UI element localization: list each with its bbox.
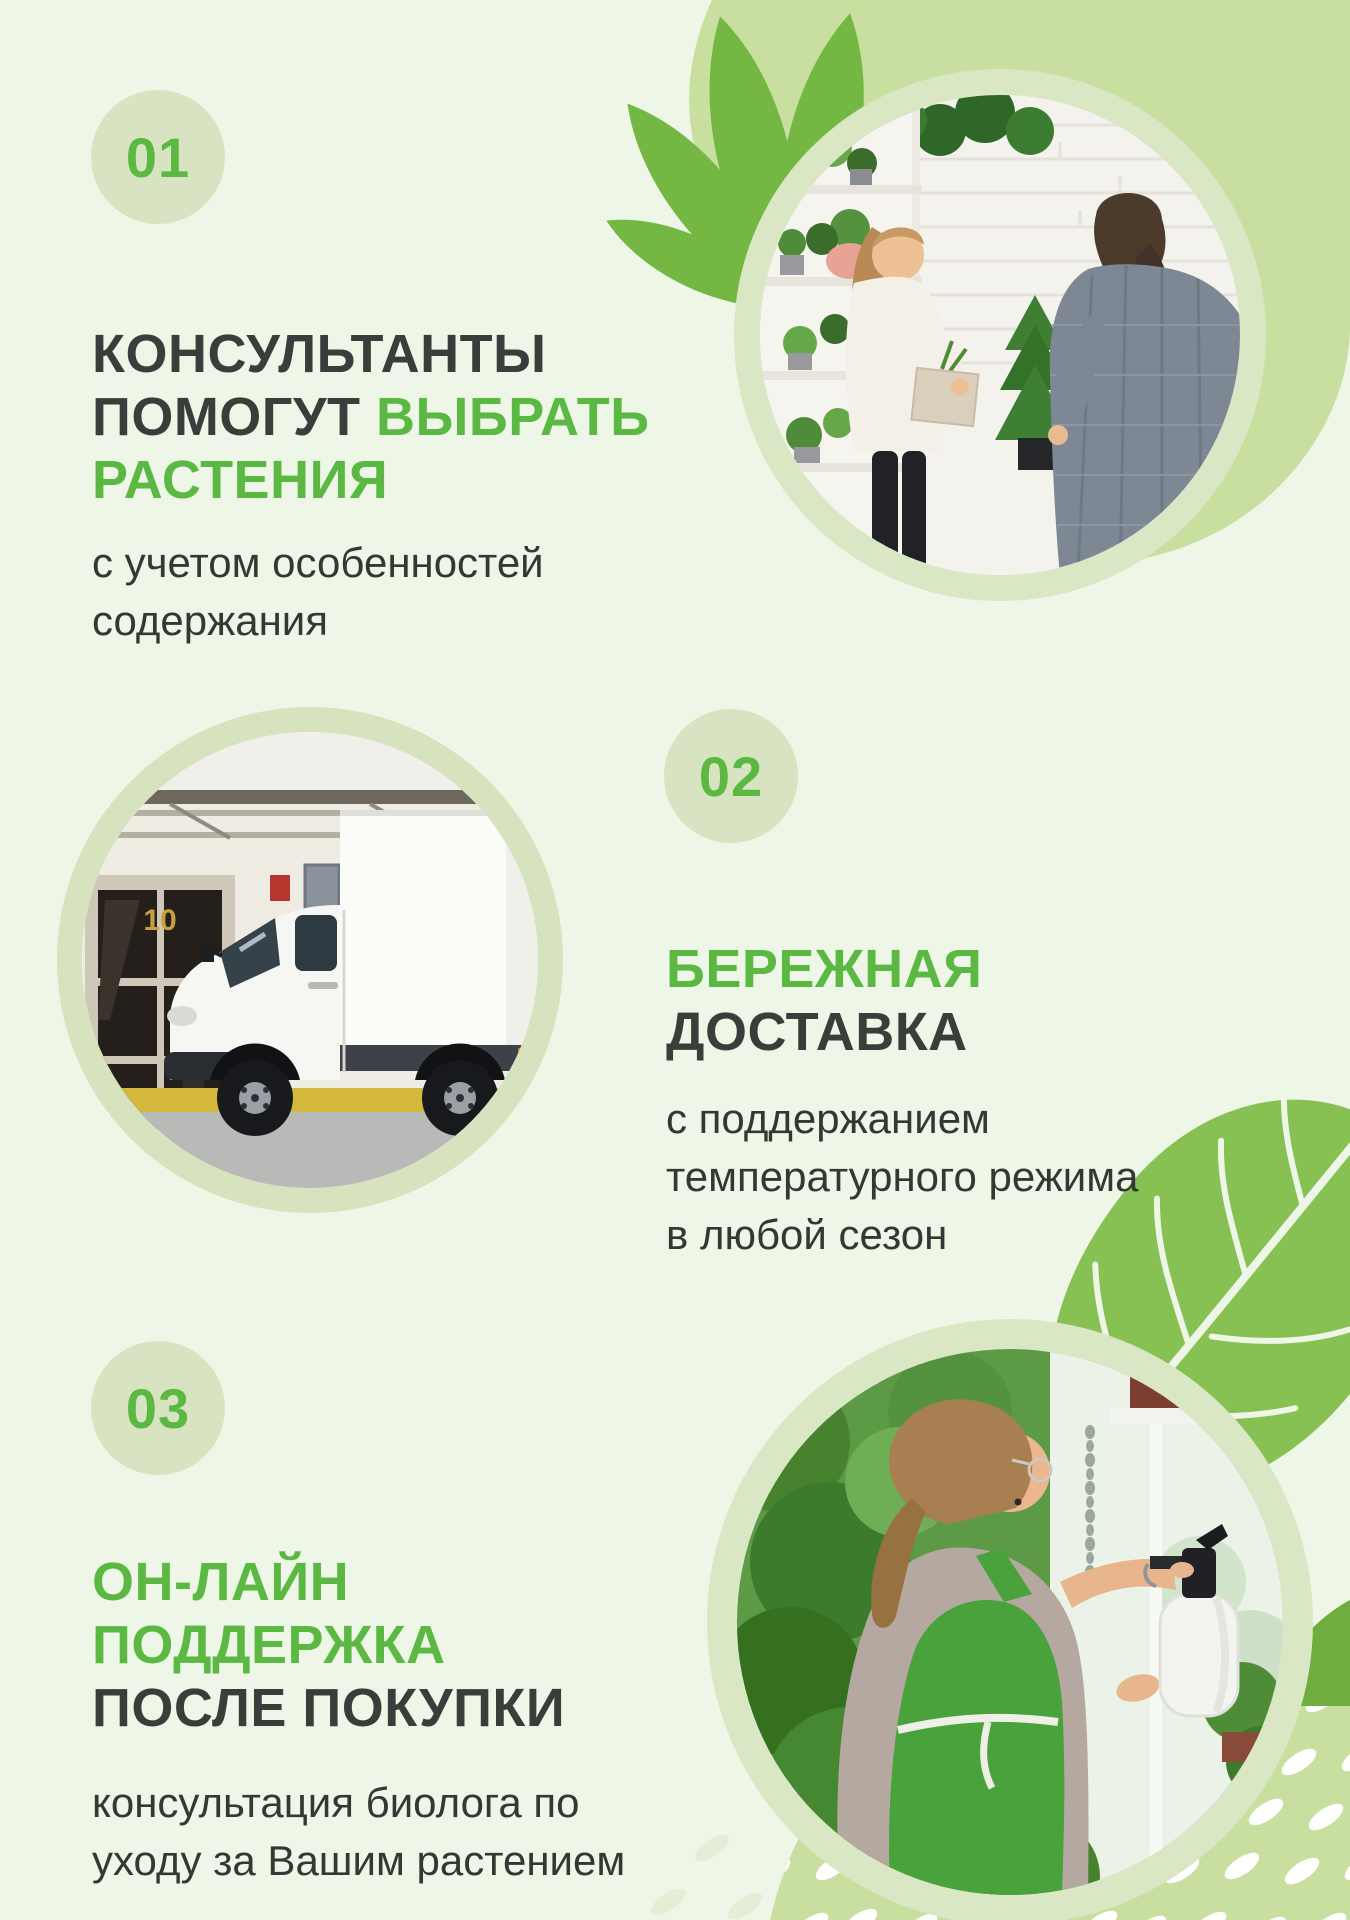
title-line: КОНСУЛЬТАНТЫ xyxy=(92,323,547,384)
section-1-subtitle: с учетом особенностей содержания xyxy=(92,539,544,644)
title-line: ПОДДЕРЖКА xyxy=(92,1614,446,1675)
title-line: ОН-ЛАЙН xyxy=(92,1551,350,1612)
consultants-in-plant-shop-photo xyxy=(734,69,1266,601)
step-2-number: 02 xyxy=(698,744,764,808)
step-3-number: 03 xyxy=(125,1376,191,1440)
step-1-number: 01 xyxy=(125,125,191,189)
title-line: ПОСЛЕ ПОКУПКИ xyxy=(92,1677,566,1738)
step-2-number-badge xyxy=(664,709,798,843)
section-2-title xyxy=(666,938,1306,1064)
title-line: РАСТЕНИЯ xyxy=(92,449,389,510)
door-number: 10 xyxy=(143,904,177,937)
section-2-subtitle: с поддержанием температурного режима в любой сезон xyxy=(666,1095,1139,1258)
step-3-number-badge xyxy=(91,1341,225,1475)
title-line: БЕРЕЖНАЯ xyxy=(666,938,983,999)
step-1-number-badge xyxy=(91,90,225,224)
section-3-title xyxy=(92,1551,732,1740)
title-line: ПОМОГУТ ВЫБРАТЬ xyxy=(92,386,650,447)
white-delivery-van-photo xyxy=(57,707,563,1213)
section-1-title xyxy=(92,323,712,512)
section-3-subtitle: консультация биолога по уходу за Вашим растением xyxy=(92,1779,626,1884)
title-line: ДОСТАВКА xyxy=(666,1001,968,1062)
biologist-spraying-plants-photo xyxy=(707,1319,1313,1920)
